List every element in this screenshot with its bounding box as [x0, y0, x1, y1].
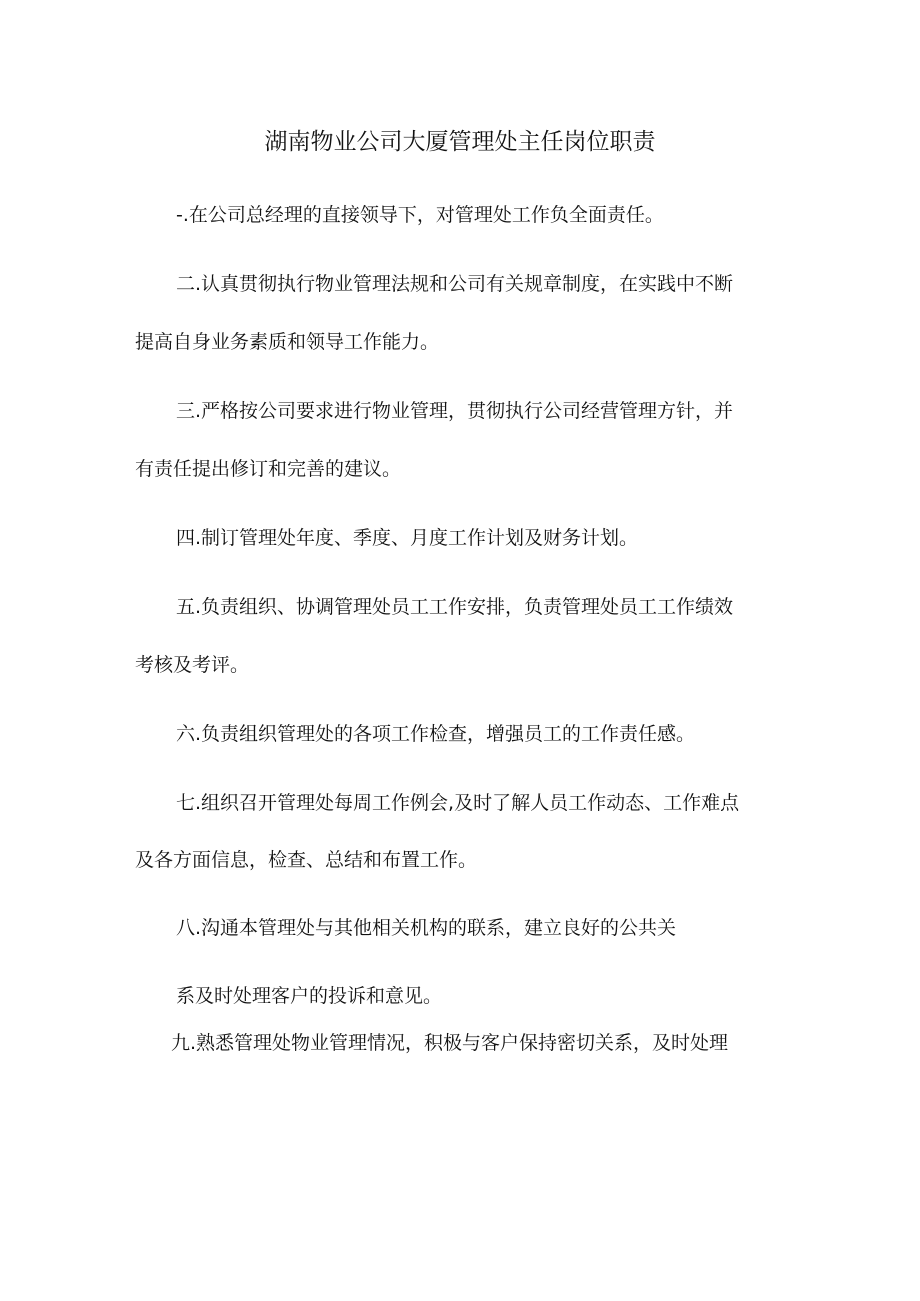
paragraph-3-line-1: 三.严格按公司要求进行物业管理，贯彻执行公司经营管理方针，并 [176, 400, 734, 422]
document-title: 湖南物业公司大厦管理处主任岗位职责 [264, 129, 656, 155]
paragraph-2-line-1: 二.认真贯彻执行物业管理法规和公司有关规章制度，在实践中不断 [176, 273, 734, 295]
paragraph-9-line-1: 九.熟悉管理处物业管理情况，积极与客户保持密切关系，及时处理 [171, 1032, 729, 1054]
paragraph-5-line-1: 五.负责组织、协调管理处员工工作安排，负责管理处员工工作绩效 [176, 596, 734, 618]
paragraph-2-line-2: 提高自身业务素质和领导工作能力。 [135, 331, 440, 353]
paragraph-6-line-1: 六.负责组织管理处的各项工作检查，增强员工的工作责任感。 [176, 723, 696, 745]
paragraph-7-line-2: 及各方面信息，检查、总结和布置工作。 [135, 849, 478, 871]
paragraph-5-line-2: 考核及考评。 [135, 654, 250, 676]
paragraph-3-line-2: 有责任提出修订和完善的建议。 [135, 458, 402, 480]
paragraph-4-line-1: 四.制订管理处年度、季度、月度工作计划及财务计划。 [176, 527, 639, 549]
paragraph-8-line-1: 八.沟通本管理处与其他相关机构的联系，建立良好的公共关 [176, 917, 677, 939]
paragraph-7-line-1: 七.组织召开管理处每周工作例会,及时了解人员工作动态、工作难点 [176, 792, 740, 814]
paragraph-8-line-2: 系及时处理客户的投诉和意见。 [176, 985, 443, 1007]
paragraph-1-line-1: -.在公司总经理的直接领导下，对管理处工作负全面责任。 [176, 204, 664, 226]
